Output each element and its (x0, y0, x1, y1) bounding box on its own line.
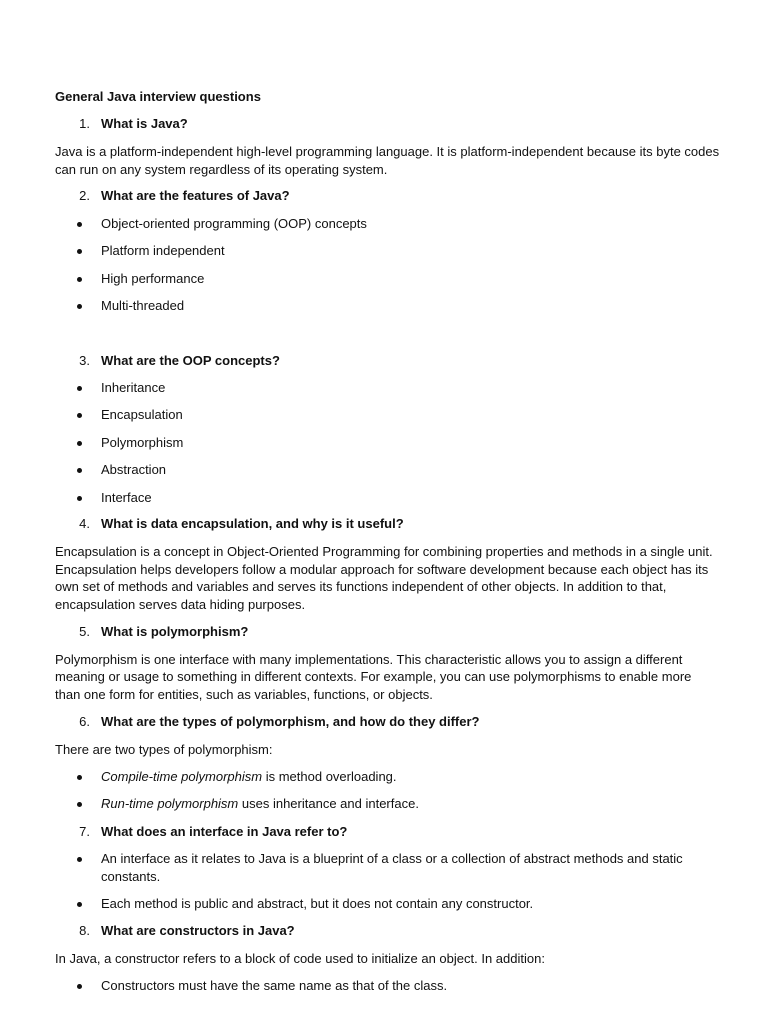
list-item-text: Polymorphism (101, 435, 184, 450)
bullet-icon (77, 902, 82, 907)
bullet-icon (77, 277, 82, 282)
answer-8-intro: In Java, a constructor refers to a block of code used to initialize an object. In addition: (55, 951, 545, 966)
list-item-text: Abstraction (101, 462, 167, 477)
term-description: is method overloading. (262, 769, 397, 784)
bullet-icon (77, 304, 82, 309)
answer-5-line-1: Polymorphism is one interface with many implementations. This characteristic allows you to assign a different (55, 652, 683, 667)
question-number: 6 . (76, 713, 90, 731)
bullet-icon (77, 222, 82, 227)
question-number: 4 . (76, 515, 90, 533)
document-title: General Java interview questions (55, 89, 261, 104)
bullet-icon (77, 468, 82, 473)
answer-4-line-2: Encapsulation helps developers follow a modular approach for software development because each object has its (55, 562, 709, 577)
question-text: What are the features of Java? (101, 188, 290, 203)
question-text: What is data encapsulation, and why is it useful? (101, 516, 404, 531)
question-text: What is polymorphism? (101, 624, 249, 639)
bullet-icon (77, 775, 82, 780)
bullet-icon (77, 413, 82, 418)
bullet-icon (77, 496, 82, 501)
question-text: What does an interface in Java refer to? (101, 824, 348, 839)
list-item-text (101, 768, 721, 786)
question-number: 2 . (76, 187, 90, 205)
list-item-text: High performance (101, 271, 205, 286)
answer-4-line-1: Encapsulation is a concept in Object-Oriented Programming for combining properties and methods in a single unit. (55, 544, 713, 559)
question-text: What are constructors in Java? (101, 923, 295, 938)
list-item-text: Encapsulation (101, 407, 183, 422)
question-number: 7 . (76, 823, 90, 841)
list-item-text: An interface as it relates to Java is a blueprint of a class or a collection of abstract methods and static constants. (101, 851, 683, 884)
list-item-text: Platform independent (101, 243, 225, 258)
question-number: 5 . (76, 623, 90, 641)
list-item-text: Constructors must have the same name as that of the class. (101, 978, 448, 993)
bullet-icon (77, 386, 82, 391)
list-item-text: Multi-threaded (101, 298, 185, 313)
answer-1-line-1: Java is a platform-independent high-level programming language. It is platform-independent because its byte codes (55, 144, 720, 159)
bullet-icon (77, 802, 82, 807)
term-description: uses inheritance and interface. (238, 796, 419, 811)
bullet-icon (77, 249, 82, 254)
term: Compile-time polymorphism (101, 769, 263, 784)
question-number: 1 . (76, 115, 90, 133)
question-number: 8 . (76, 922, 90, 940)
list-item-text: Interface (101, 490, 152, 505)
list-item-text: Each method is public and abstract, but it does not contain any constructor. (101, 896, 534, 911)
list-item-text (101, 795, 721, 813)
question-text: What is Java? (101, 116, 188, 131)
bullet-icon (77, 441, 82, 446)
question-text: What are the OOP concepts? (101, 353, 280, 368)
bullet-icon (77, 984, 82, 989)
bullet-icon (77, 857, 82, 862)
term: Run-time polymorphism (101, 796, 239, 811)
list-item-text: Inheritance (101, 380, 166, 395)
answer-4-line-4: encapsulation serves data hiding purposes. (55, 597, 306, 612)
answer-6-intro: There are two types of polymorphism: (55, 742, 273, 757)
list-item-text: Object-oriented programming (OOP) concepts (101, 216, 367, 231)
answer-4-line-3: own set of methods and variables and serves its functions independent of other objects. In addition to that, (55, 579, 667, 594)
answer-1-line-2: can run on any system regardless of its operating system. (55, 162, 388, 177)
answer-5-line-2: meaning or usage to something in different contexts. For example, you can use polymorphisms to enable more (55, 669, 692, 684)
question-text: What are the types of polymorphism, and how do they differ? (101, 714, 480, 729)
answer-5-line-3: than one form for entities, such as variables, functions, or objects. (55, 687, 433, 702)
question-number: 3 . (76, 352, 90, 370)
